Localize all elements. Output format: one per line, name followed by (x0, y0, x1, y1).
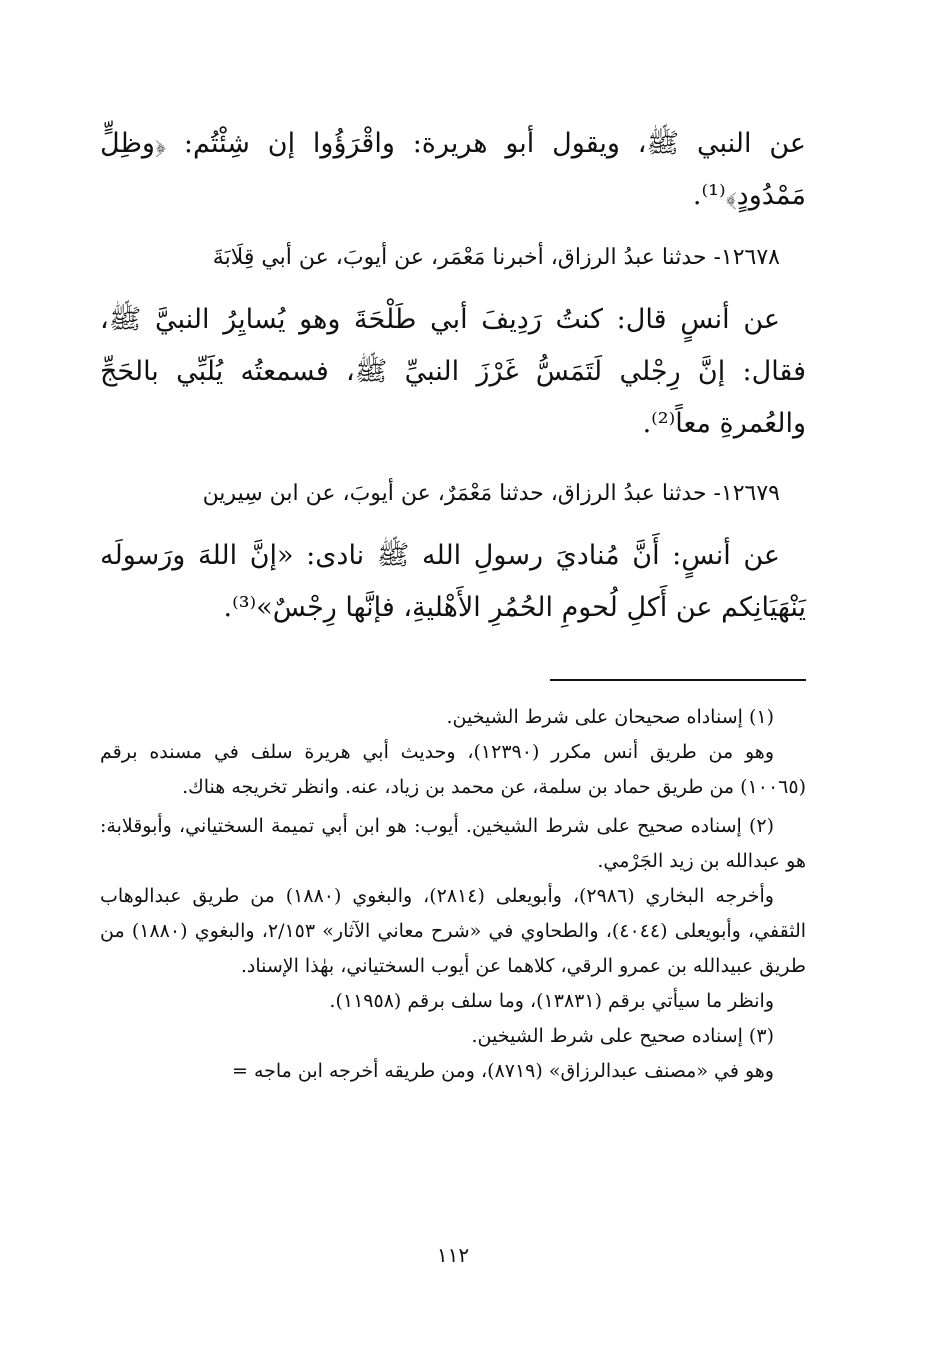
footnotes (100, 700, 806, 1089)
book-page (100, 0, 806, 1362)
footnote-1-detail: وهو من طريق أنس مكرر (١٢٣٩٠)، وحديث أبي هريرة سلف في مسنده برقم (١٠٠٦٥) من طريق حماد بن سلمة، عن محمد بن زياد، عنه. وانظر تخريجه هناك. (100, 741, 806, 798)
hadith-12678-text: عن أنسٍ قال: كنتُ رَدِيفَ أبي طَلْحَةَ وهو يُسايِرُ النبيَّ ﷺ، فقال: إنَّ رِجْلي لَتَمَسُّ غَرْزَ النبيِّ ﷺ، فسمعتُه يُلَبِّي بالحَجِّ والعُمرةِ معاً⁽²⁾. (100, 304, 807, 439)
hadith-12679-text: عن أنسٍ: أَنَّ مُناديَ رسولِ الله ﷺ نادى: «إنَّ اللهَ ورَسولَه يَنْهَيَانِكم عن أَكلِ لُحومِ الحُمُرِ الأَهْليةِ، فإنَّها رِجْسٌ»⁽³⁾. (100, 540, 806, 623)
footnote-2: (٢) إسناده صحيح على شرط الشيخين. أيوب: هو ابن أبي تميمة السختياني، وأبوقلابة: هو عبدالله بن زيد الجَرْمي. (100, 815, 806, 872)
footnote-2-detail: وأخرجه البخاري (٢٩٨٦)، وأبويعلى (٢٨١٤)، والبغوي (١٨٨٠) من طريق عبدالوهاب الثقفي، وأبويعلى (٤٠٤٤)، والطحاوي في «شرح معاني الآثار» ٢/١٥٣، والبغوي (١٨٨٠) من طريق عبيدالله بن عمرو الرقي، كلاهما عن أيوب السختياني، بهٰذا الإسناد. (100, 885, 807, 977)
hadith-continuation: عن النبي ﷺ، ويقول أبو هريرة: واقْرَؤُوا إن شِئْتُم: ﴿وظِلٍّ مَمْدُودٍ﴾⁽¹⁾. (100, 128, 806, 211)
footnote-3-detail: وهو في «مصنف عبدالرزاق» (٨٧١٩)، ومن طريقه أخرجه ابن ماجه = (231, 1060, 774, 1082)
footnote-1: (١) إسناداه صحيحان على شرط الشيخين. (446, 706, 774, 728)
hadith-12679-chain: ١٢٦٧٩- حدثنا عبدُ الرزاق، حدثنا مَعْمَرٌ، عن أيوبَ، عن ابن سِيرين (202, 481, 780, 506)
footnote-2-see-also: وانظر ما سيأتي برقم (١٣٨٣١)، وما سلف برقم (١١٩٥٨). (329, 990, 774, 1012)
page-number: ١١٢ (436, 1243, 470, 1267)
hadith-12678-chain: ١٢٦٧٨- حدثنا عبدُ الرزاق، أخبرنا مَعْمَر، عن أيوبَ، عن أبي قِلَابَةَ (212, 245, 780, 270)
footnote-3: (٣) إسناده صحيح على شرط الشيخين. (471, 1025, 774, 1047)
footnote-separator (550, 679, 806, 681)
